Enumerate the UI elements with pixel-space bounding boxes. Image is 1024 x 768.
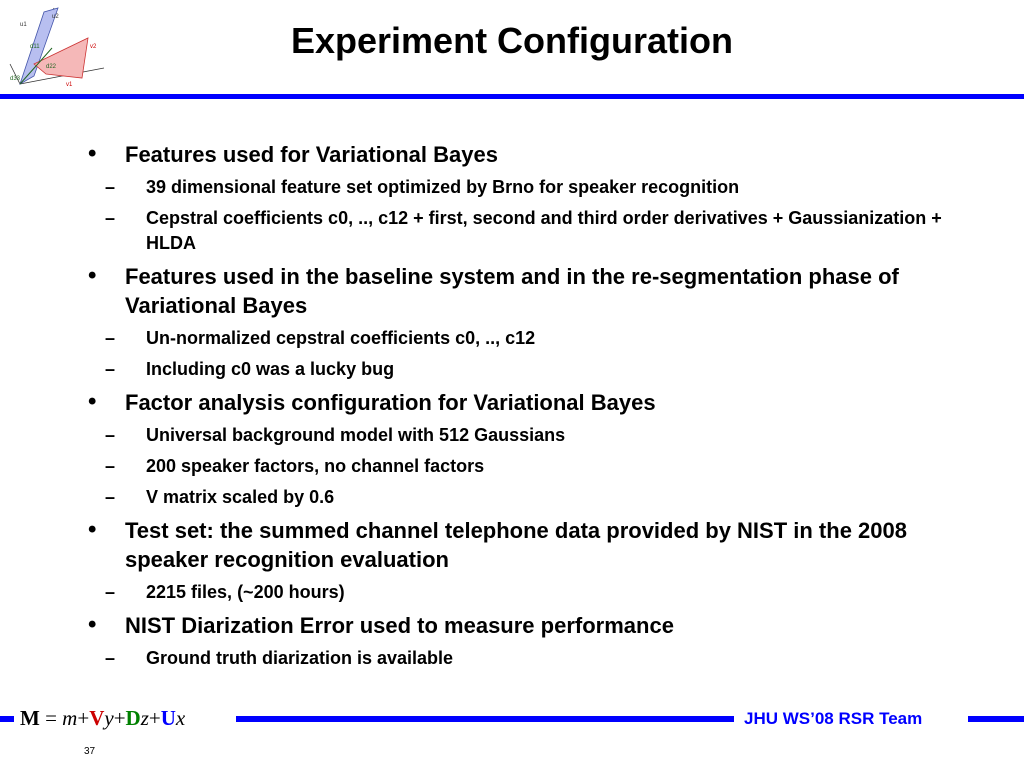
sub-bullet-item [51, 175, 968, 200]
sub-bullet-symbol: – [105, 456, 116, 476]
logo-label-u2: u2 [52, 14, 59, 20]
bullet-item [88, 611, 968, 640]
bullet-group [88, 262, 968, 382]
formula-z: z [140, 706, 149, 730]
sub-bullet-item [51, 326, 968, 351]
bullet-symbol: • [88, 140, 97, 167]
bullet-symbol: • [88, 516, 97, 543]
bullet-item [88, 516, 968, 574]
bullet-symbol: • [88, 611, 97, 638]
sub-bullet-text: Ground truth diarization is available [146, 648, 454, 668]
formula-m: m [62, 706, 78, 730]
formula-U: U [160, 706, 176, 730]
formula-plus: + [113, 706, 126, 730]
bullet-item [88, 140, 968, 169]
formula-plus: + [148, 706, 161, 730]
footer-rule-right [968, 716, 1024, 722]
bullet-symbol: • [88, 388, 97, 415]
formula-y: y [104, 706, 114, 730]
formula-equals: = [45, 706, 57, 730]
page-number: 37 [84, 746, 96, 757]
logo-label-d22: d22 [46, 64, 57, 70]
logo-label-v1: v1 [66, 82, 73, 88]
sub-bullet-symbol: – [105, 359, 116, 379]
sub-bullet-symbol: – [105, 425, 116, 445]
sub-bullet-text: Cepstral coefficients c0, .., c12 + first, second and third order derivatives + Gaussianization + HLDA [146, 208, 942, 253]
sub-bullet-item [51, 357, 968, 382]
bullet-item [88, 388, 968, 417]
bullet-text: Test set: the summed channel telephone data provided by NIST in the 2008 speaker recognition evaluation [125, 518, 907, 572]
footer-rule-middle [236, 716, 734, 722]
sub-bullet-text: Un-normalized cepstral coefficients c0, .., c12 [146, 328, 536, 348]
sub-bullet-item [51, 454, 968, 479]
formula-V: V [89, 706, 105, 730]
sub-bullet-text: 39 dimensional feature set optimized by Brno for speaker recognition [146, 177, 740, 197]
sub-bullet-symbol: – [105, 648, 116, 668]
bullet-text: Factor analysis configuration for Variational Bayes [125, 390, 656, 415]
sub-bullet-symbol: – [105, 208, 116, 228]
sub-bullet-item [51, 485, 968, 510]
bullet-group [88, 388, 968, 510]
sub-bullet-item [51, 206, 968, 256]
sub-bullet-text: 2215 files, (~200 hours) [146, 582, 345, 602]
slide-title: Experiment Configuration [290, 20, 734, 61]
sub-bullet-text: Universal background model with 512 Gaussians [146, 425, 566, 445]
sub-bullet-item [51, 423, 968, 448]
sub-bullet-symbol: – [105, 177, 116, 197]
bullet-text: Features used in the baseline system and in the re-segmentation phase of Variational Bayes [125, 264, 899, 318]
bullet-list [88, 136, 968, 677]
bullet-text: NIST Diarization Error used to measure performance [125, 613, 674, 638]
sub-bullet-symbol: – [105, 328, 116, 348]
logo-label-u1: u1 [20, 22, 27, 28]
title-divider [0, 94, 1024, 99]
sub-bullet-item [51, 580, 968, 605]
logo-label-d11: d11 [30, 44, 40, 50]
sub-bullet-text: Including c0 was a lucky bug [146, 359, 395, 379]
bullet-group [88, 516, 968, 605]
team-label: JHU WS’08 RSR Team [744, 709, 923, 728]
logo-label-v2: v2 [90, 44, 97, 50]
bullet-item [88, 262, 968, 320]
sub-bullet-text: V matrix scaled by 0.6 [146, 487, 335, 507]
sub-bullet-symbol: – [105, 582, 116, 602]
slide-footer [0, 704, 1024, 734]
bullet-symbol: • [88, 262, 97, 289]
bullet-text: Features used for Variational Bayes [125, 142, 498, 167]
footer-rule-left [0, 716, 14, 722]
model-formula [20, 706, 185, 731]
sub-bullet-item [51, 646, 968, 671]
formula-D: D [125, 706, 141, 730]
formula-plus: + [77, 706, 90, 730]
formula-x: x [175, 706, 186, 730]
sub-bullet-text: 200 speaker factors, no channel factors [146, 456, 485, 476]
sub-bullet-symbol: – [105, 487, 116, 507]
bullet-group [88, 140, 968, 256]
bullet-group [88, 611, 968, 671]
logo-label-d33: d33 [10, 76, 21, 82]
formula-M: M [20, 706, 40, 730]
